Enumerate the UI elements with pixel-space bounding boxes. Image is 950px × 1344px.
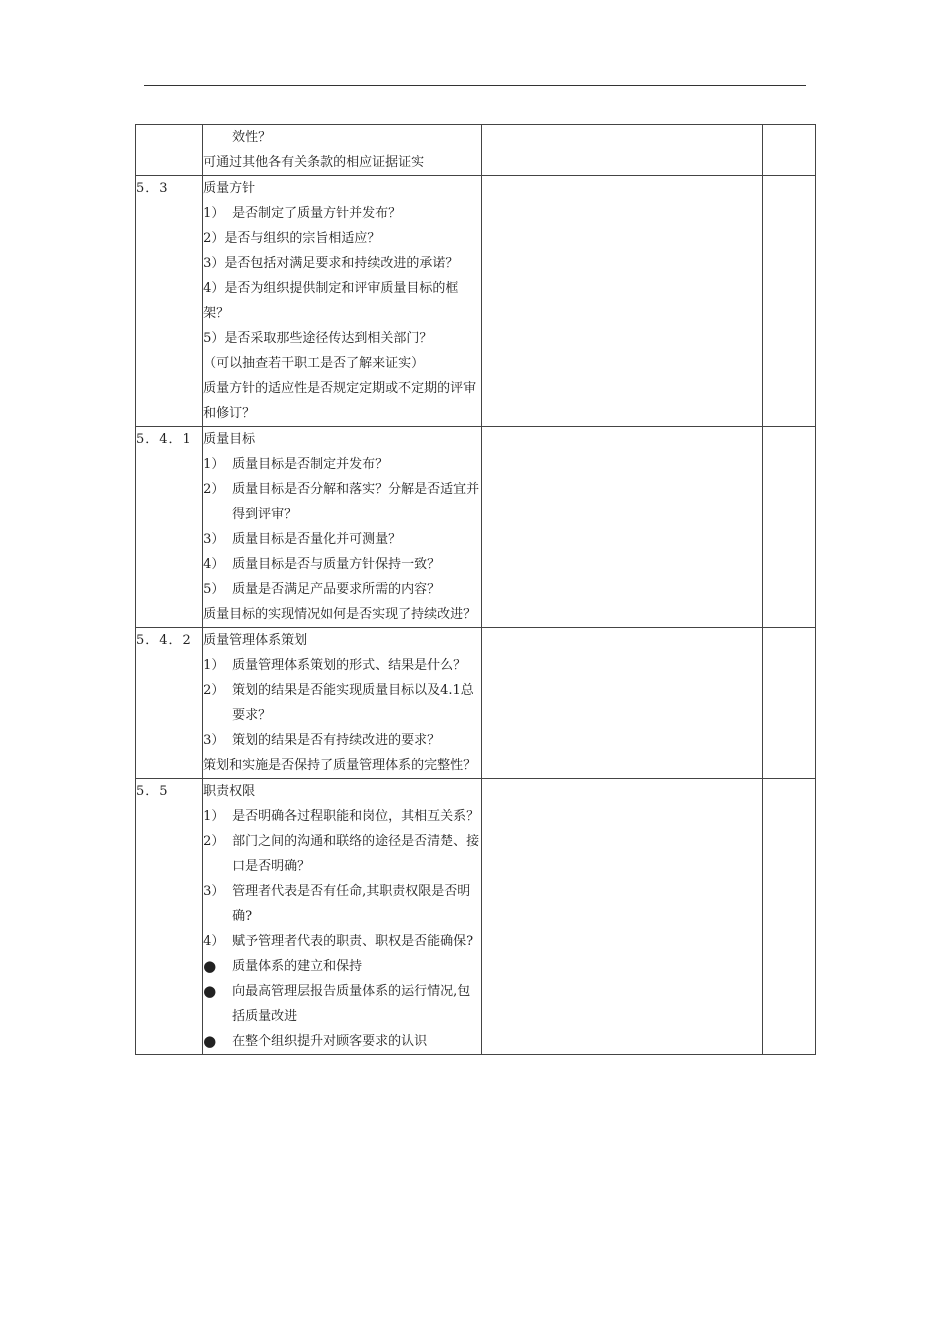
bullet-text: 向最高管理层报告质量体系的运行情况,包括质量改进 bbox=[232, 984, 471, 1024]
clause-cell bbox=[136, 125, 203, 176]
item-text: 质量目标是否与质量方针保持一致？ bbox=[232, 557, 441, 572]
bullet-icon: ● bbox=[203, 982, 217, 1000]
list-item bbox=[203, 477, 480, 527]
result-cell bbox=[762, 176, 815, 427]
list-item bbox=[203, 226, 480, 251]
item-number: 5） bbox=[203, 582, 225, 597]
item-text: 是否制定了质量方针并发布？ bbox=[232, 206, 402, 221]
table-row bbox=[136, 427, 816, 628]
content-cell bbox=[203, 125, 481, 176]
table-row bbox=[136, 176, 816, 427]
item-number: 3） bbox=[203, 256, 225, 271]
record-cell bbox=[481, 176, 762, 427]
item-number: 1） bbox=[203, 658, 225, 673]
item-text: 是否为组织提供制定和评审质量目标的框架？ bbox=[203, 281, 459, 321]
bullet-text: 在整个组织提升对顾客要求的认识 bbox=[232, 1034, 428, 1049]
content-cell bbox=[203, 176, 481, 427]
section-title: 职责权限 bbox=[203, 784, 256, 799]
clause-cell: 5．3 bbox=[136, 176, 203, 427]
item-text: 质量是否满足产品要求所需的内容？ bbox=[232, 582, 441, 597]
item-text: 部门之间的沟通和联络的途径是否清楚、接口是否明确？ bbox=[232, 834, 480, 874]
section-title: 质量管理体系策划 bbox=[203, 633, 308, 648]
header-rule bbox=[144, 85, 806, 86]
content-cell bbox=[203, 628, 481, 779]
note-text: 质量目标的实现情况如何是否实现了持续改进？ bbox=[203, 607, 477, 622]
list-item bbox=[203, 577, 480, 602]
item-text: 策划的结果是否能实现质量目标以及4.1总要求？ bbox=[232, 683, 474, 723]
item-number: 2） bbox=[203, 231, 225, 246]
item-text: 是否明确各过程职能和岗位，其相互关系？ bbox=[232, 809, 480, 824]
record-cell bbox=[481, 779, 762, 1055]
item-text: 质量目标是否量化并可测量？ bbox=[232, 532, 402, 547]
item-text: 是否与组织的宗旨相适应？ bbox=[224, 231, 381, 246]
item-number: 1） bbox=[203, 206, 225, 221]
item-text: 质量管理体系策划的形式、结果是什么？ bbox=[232, 658, 467, 673]
table-row bbox=[136, 125, 816, 176]
bullet-icon: ● bbox=[203, 1032, 217, 1050]
item-number: 2） bbox=[203, 683, 225, 698]
result-cell bbox=[762, 125, 815, 176]
table-row bbox=[136, 628, 816, 779]
clause-cell: 5．4．2 bbox=[136, 628, 203, 779]
list-item bbox=[203, 728, 480, 753]
result-cell bbox=[762, 427, 815, 628]
item-number: 4） bbox=[203, 557, 225, 572]
list-item bbox=[203, 552, 480, 577]
list-item bbox=[203, 251, 480, 276]
audit-checklist-table bbox=[135, 124, 816, 1055]
list-item bbox=[203, 276, 480, 326]
item-text: 策划的结果是否有持续改进的要求？ bbox=[232, 733, 441, 748]
item-number: 2） bbox=[203, 482, 225, 497]
list-item bbox=[203, 452, 480, 477]
item-text: 质量目标是否制定并发布？ bbox=[232, 457, 389, 472]
section-title: 质量方针 bbox=[203, 181, 256, 196]
bullet-icon: ● bbox=[203, 957, 217, 975]
note-text: 策划和实施是否保持了质量管理体系的完整性？ bbox=[203, 758, 477, 773]
item-number: 1） bbox=[203, 809, 225, 824]
bullet-item bbox=[203, 1029, 480, 1054]
note-text: 质量方针的适应性是否规定定期或不定期的评审和修订？ bbox=[203, 381, 477, 421]
list-item bbox=[203, 929, 480, 954]
list-item bbox=[203, 678, 480, 728]
list-item bbox=[203, 829, 480, 879]
record-cell bbox=[481, 628, 762, 779]
list-item bbox=[203, 653, 480, 678]
section-title: 质量目标 bbox=[203, 432, 256, 447]
content-line: 效性？ bbox=[232, 130, 272, 145]
item-number: 2） bbox=[203, 834, 225, 849]
bullet-item bbox=[203, 979, 480, 1029]
note-text: （可以抽查若干职工是否了解来证实） bbox=[203, 356, 425, 371]
content-cell bbox=[203, 427, 481, 628]
record-cell bbox=[481, 427, 762, 628]
item-text: 是否包括对满足要求和持续改进的承诺？ bbox=[224, 256, 459, 271]
bullet-item bbox=[203, 954, 480, 979]
item-number: 4） bbox=[203, 934, 225, 949]
record-cell bbox=[481, 125, 762, 176]
item-number: 5） bbox=[203, 331, 225, 346]
list-item bbox=[203, 804, 480, 829]
content-cell bbox=[203, 779, 481, 1055]
item-text: 管理者代表是否有任命,其职责权限是否明确? bbox=[232, 884, 471, 924]
table-row bbox=[136, 779, 816, 1055]
item-number: 3） bbox=[203, 532, 225, 547]
item-number: 4） bbox=[203, 281, 225, 296]
list-item bbox=[203, 527, 480, 552]
list-item bbox=[203, 201, 480, 226]
item-text: 是否采取那些途径传达到相关部门？ bbox=[224, 331, 433, 346]
item-number: 3） bbox=[203, 884, 225, 899]
list-item bbox=[203, 326, 480, 351]
clause-cell: 5．5 bbox=[136, 779, 203, 1055]
item-number: 1） bbox=[203, 457, 225, 472]
result-cell bbox=[762, 779, 815, 1055]
item-text: 质量目标是否分解和落实？分解是否适宜并得到评审？ bbox=[232, 482, 480, 522]
clause-cell: 5．4．1 bbox=[136, 427, 203, 628]
content-line: 可通过其他各有关条款的相应证据证实 bbox=[203, 155, 425, 170]
item-number: 3） bbox=[203, 733, 225, 748]
list-item bbox=[203, 879, 480, 929]
bullet-text: 质量体系的建立和保持 bbox=[232, 959, 363, 974]
item-text: 赋予管理者代表的职责、职权是否能确保? bbox=[232, 934, 474, 949]
result-cell bbox=[762, 628, 815, 779]
